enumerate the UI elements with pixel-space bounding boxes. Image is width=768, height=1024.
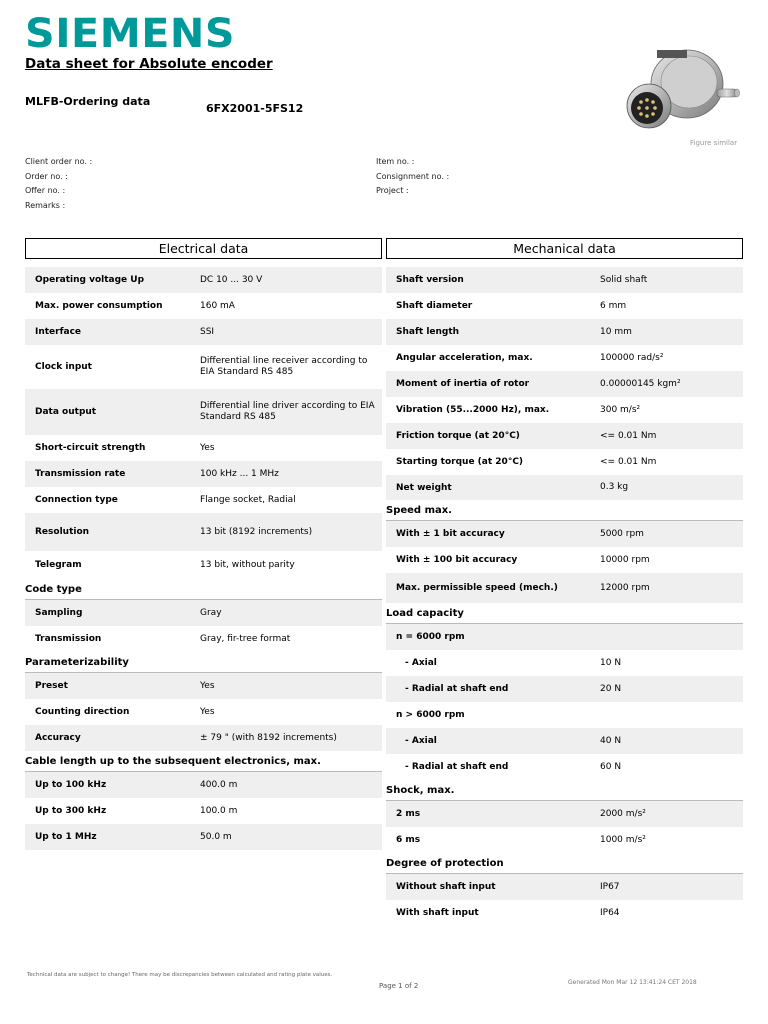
spec-value: 1000 m/s² <box>600 834 646 845</box>
spec-row-with-100-bit-accuracy <box>386 547 743 573</box>
spec-label: 2 ms <box>396 809 421 819</box>
parameterizability-heading: Parameterizability <box>25 654 382 673</box>
spec-label: Max. power consumption <box>35 301 163 311</box>
mech-main-rows <box>386 267 743 500</box>
elec-main-rows <box>25 267 382 579</box>
spec-value: 13 bit (8192 increments) <box>200 526 313 537</box>
cable-length-heading: Cable length up to the subsequent electronics, max. <box>25 753 382 772</box>
spec-label: With ± 1 bit accuracy <box>396 529 505 539</box>
spec-row-6-ms <box>386 827 743 853</box>
spec-row-up-to-300-khz <box>25 798 382 824</box>
shock-max-heading: Shock, max. <box>386 782 743 801</box>
client-order-label: Client order no. : <box>25 157 93 166</box>
spec-row-sampling <box>25 600 382 626</box>
spec-value: Differential line receiver according to EIA Standard RS 485 <box>200 356 368 377</box>
spec-label: Resolution <box>35 527 90 537</box>
spec-row-clock-input <box>25 345 382 389</box>
spec-value: Flange socket, Radial <box>200 494 296 505</box>
elec-param-rows <box>25 673 382 751</box>
meta-right <box>376 155 449 199</box>
document-title: Data sheet for Absolute encoder <box>25 56 273 72</box>
spec-value: 20 N <box>600 683 622 694</box>
spec-value: 100000 rad/s² <box>600 352 664 363</box>
consignment-no-label: Consignment no. : <box>376 171 450 181</box>
spec-value: 5000 rpm <box>600 528 644 539</box>
spec-value: 0.00000145 kgm² <box>600 378 681 389</box>
spec-row-operating-voltage-up <box>25 267 382 293</box>
spec-row-axial <box>386 650 743 676</box>
spec-label: Telegram <box>35 560 82 570</box>
mechanical-data-heading: Mechanical data <box>386 238 743 259</box>
spec-label: Connection type <box>35 495 118 505</box>
spec-row-shaft-version <box>386 267 743 293</box>
spec-row-with-1-bit-accuracy <box>386 521 743 547</box>
spec-value: Yes <box>200 442 215 453</box>
spec-label: Preset <box>35 681 68 691</box>
elec-code-rows <box>25 600 382 652</box>
spec-row-n-6000-rpm <box>386 624 743 650</box>
mech-speed-rows <box>386 521 743 603</box>
spec-label: Data output <box>35 407 97 417</box>
spec-value: 0.3 kg <box>600 482 629 492</box>
spec-row-without-shaft-input <box>386 874 743 900</box>
spec-label: Up to 300 kHz <box>35 806 107 816</box>
spec-label: - Radial at shaft end <box>405 684 509 694</box>
project-label: Project : <box>376 186 409 195</box>
spec-label: Max. permissible speed (mech.) <box>396 583 558 593</box>
spec-value: 6 mm <box>600 300 627 311</box>
spec-label: Shaft diameter <box>396 301 473 311</box>
page-number: Page 1 of 2 <box>379 982 419 990</box>
mlfb-label: MLFB-Ordering data <box>25 95 151 108</box>
electrical-data-heading: Electrical data <box>25 238 382 259</box>
mech-shock-rows <box>386 801 743 853</box>
electrical-data-section <box>25 238 382 850</box>
offer-no-label: Offer no. : <box>25 186 66 195</box>
spec-value: IP67 <box>600 881 620 892</box>
spec-label: Counting direction <box>35 707 130 717</box>
order-no-label: Order no. : <box>25 171 68 181</box>
remarks-label: Remarks : <box>25 200 66 210</box>
spec-row-shaft-length <box>386 319 743 345</box>
spec-row-connection-type <box>25 487 382 513</box>
speed-max-heading: Speed max. <box>386 502 743 521</box>
item-no-label: Item no. : <box>376 157 415 166</box>
spec-label: Angular acceleration, max. <box>396 353 533 363</box>
spec-label: Transmission <box>35 634 102 644</box>
spec-label: Sampling <box>35 608 83 618</box>
spec-label: Up to 1 MHz <box>35 832 97 842</box>
spec-value: Differential line driver according to EIA Standard RS 485 <box>200 401 375 422</box>
spec-label: 6 ms <box>396 835 421 845</box>
spec-label: - Axial <box>405 736 437 746</box>
spec-label: With ± 100 bit accuracy <box>396 555 518 565</box>
spec-value: <= 0.01 Nm <box>600 430 657 441</box>
elec-cable-rows <box>25 772 382 850</box>
spec-label: Without shaft input <box>396 882 496 892</box>
spec-row-angular-acceleration-max <box>386 345 743 371</box>
spec-value: <= 0.01 Nm <box>600 456 657 467</box>
spec-row-max-power-consumption <box>25 293 382 319</box>
spec-label: Starting torque (at 20°C) <box>396 457 524 467</box>
mech-load-rows <box>386 624 743 780</box>
mlfb-value: 6FX2001-5FS12 <box>206 102 304 115</box>
spec-row-interface <box>25 319 382 345</box>
spec-label: n > 6000 rpm <box>396 710 465 720</box>
spec-row-friction-torque-at-20-c <box>386 423 743 449</box>
spec-label: n = 6000 rpm <box>396 632 465 642</box>
spec-value: DC 10 ... 30 V <box>200 274 263 285</box>
spec-row-telegram <box>25 551 382 579</box>
spec-label: Net weight <box>396 482 452 493</box>
spec-value: 300 m/s² <box>600 404 641 415</box>
spec-value: 10 N <box>600 657 622 668</box>
spec-label: Shaft length <box>396 327 460 337</box>
code-type-heading: Code type <box>25 581 382 600</box>
spec-row-with-shaft-input <box>386 900 743 926</box>
spec-row-transmission-rate <box>25 461 382 487</box>
product-image <box>617 40 743 140</box>
spec-value: 160 mA <box>200 300 235 311</box>
spec-label: Short-circuit strength <box>35 443 146 453</box>
spec-value: Gray <box>200 607 222 618</box>
spec-row-short-circuit-strength <box>25 435 382 461</box>
spec-row-preset <box>25 673 382 699</box>
spec-value: Yes <box>200 680 215 691</box>
spec-label: Clock input <box>35 362 92 372</box>
degree-of-protection-heading: Degree of protection <box>386 855 743 874</box>
figure-caption: Figure similar <box>690 139 738 147</box>
spec-value: 2000 m/s² <box>600 808 646 819</box>
spec-row-vibration-55-2000-hz-max <box>386 397 743 423</box>
spec-row-radial-at-shaft-end <box>386 676 743 702</box>
spec-label: With shaft input <box>396 908 479 918</box>
spec-row-n-6000-rpm <box>386 702 743 728</box>
spec-row-transmission <box>25 626 382 652</box>
spec-label: Vibration (55...2000 Hz), max. <box>396 405 550 415</box>
spec-label: - Radial at shaft end <box>405 762 509 772</box>
spec-row-starting-torque-at-20-c <box>386 449 743 475</box>
spec-row-resolution <box>25 513 382 551</box>
spec-row-data-output <box>25 389 382 435</box>
spec-value: 40 N <box>600 735 622 746</box>
spec-row-2-ms <box>386 801 743 827</box>
spec-value: 50.0 m <box>200 831 232 842</box>
spec-value: SSI <box>200 326 215 337</box>
spec-value: 100 kHz ... 1 MHz <box>200 468 279 479</box>
spec-value: IP64 <box>600 907 620 918</box>
spec-row-counting-direction <box>25 699 382 725</box>
spec-label: Accuracy <box>35 733 81 743</box>
spec-value: Yes <box>200 706 215 717</box>
spec-value: 400.0 m <box>200 779 238 790</box>
spec-value: Solid shaft <box>600 274 648 285</box>
spec-value: 10 mm <box>600 326 632 337</box>
mechanical-data-section <box>386 238 743 926</box>
spec-label: - Axial <box>405 658 437 668</box>
spec-row-moment-of-inertia-of-rotor <box>386 371 743 397</box>
spec-value: Gray, fir-tree format <box>200 633 291 644</box>
spec-row-shaft-diameter <box>386 293 743 319</box>
footer-disclaimer: Technical data are subject to change! There may be discrepancies between calculated and rating plate values. <box>27 972 333 978</box>
spec-label: Up to 100 kHz <box>35 780 107 790</box>
generated-timestamp: Generated Mon Mar 12 13:41:24 CET 2018 <box>568 979 697 986</box>
spec-value: 13 bit, without parity <box>200 559 295 570</box>
spec-value: ± 79 " (with 8192 increments) <box>200 732 337 743</box>
spec-label: Friction torque (at 20°C) <box>396 431 520 441</box>
spec-value: 10000 rpm <box>600 554 650 565</box>
spec-label: Shaft version <box>396 275 464 285</box>
spec-row-accuracy <box>25 725 382 751</box>
load-capacity-heading: Load capacity <box>386 605 743 624</box>
spec-row-axial <box>386 728 743 754</box>
spec-row-max-permissible-speed-mech <box>386 573 743 603</box>
spec-label: Moment of inertia of rotor <box>396 379 530 389</box>
mech-prot-rows <box>386 874 743 926</box>
spec-label: Interface <box>35 327 82 337</box>
spec-label: Transmission rate <box>35 469 126 479</box>
spec-value: 60 N <box>600 761 622 772</box>
spec-row-radial-at-shaft-end <box>386 754 743 780</box>
spec-label: Operating voltage Up <box>35 275 145 285</box>
spec-row-up-to-100-khz <box>25 772 382 798</box>
spec-row-up-to-1-mhz <box>25 824 382 850</box>
spec-value: 100.0 m <box>200 805 238 816</box>
spec-row-net-weight <box>386 475 743 500</box>
siemens-logo: SIEMENS <box>25 11 236 57</box>
meta-left <box>25 155 92 213</box>
spec-value: 12000 rpm <box>600 582 650 593</box>
